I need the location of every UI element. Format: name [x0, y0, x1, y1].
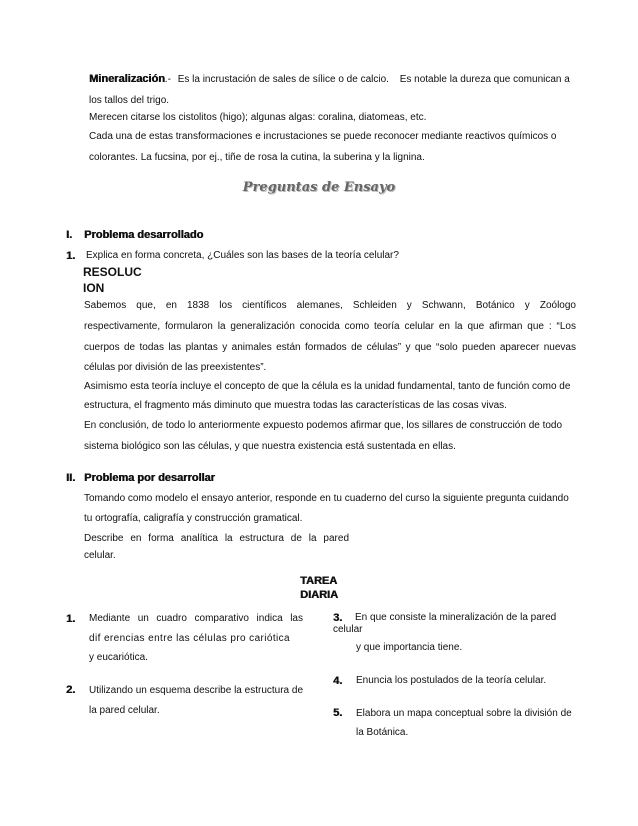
intro-line-5: colorantes. La fucsina, por ej., tiñe de rosa la cutina, la suberina y la lignina. [89, 152, 425, 163]
resolution-heading-line-1: RESOLUC [83, 265, 142, 279]
term-mineralizacion: Mineralización [89, 73, 165, 85]
essay-line-8: sistema biológico son las células, y que nuestra existencia está sustentada en ellas. [84, 441, 456, 452]
question-1-text: Explica en forma concreta, ¿Cuáles son las bases de la teoría celular? [86, 250, 399, 261]
section-i-numeral: I. [66, 229, 73, 241]
question-1-number: 1. [66, 250, 76, 262]
section-ii-title: Problema por desarrollar [84, 472, 215, 484]
essay-line-1: Sabemos que, en 1838 los científicos alemanes, Schleiden y Schwann, Botánico y Zoólogo [84, 300, 576, 311]
homework-item-5-line-1: Elabora un mapa conceptual sobre la división de [356, 708, 572, 719]
essay-line-3: cuerpos de todas las plantas y animales están formados de células” y que “solo pueden aparecer nuevas [84, 342, 576, 353]
section-ii-line-2: tu ortografía, caligrafía y construcción gramatical. [84, 513, 303, 524]
homework-item-2-line-1: Utilizando un esquema describe la estructura de [89, 685, 304, 696]
homework-item-5-line-2: la Botánica. [356, 727, 409, 738]
essay-line-4: células por división de las preexistentes”. [84, 362, 267, 373]
intro-line-3: Merecen citarse los cistolitos (higo); algunas algas: coralina, diatomeas, etc. [89, 112, 427, 123]
homework-item-1-line-2: dif erencias entre las células pro cariótica [89, 633, 291, 644]
essay-line-7: En conclusión, de todo lo anteriormente expuesto podemos afirmar que, los sillares de construcción de todo [84, 420, 563, 431]
homework-title-line-1: TAREA [300, 575, 338, 587]
homework-item-3-line-2: celular [333, 624, 363, 635]
homework-item-1-number: 1. [66, 613, 76, 625]
homework-title-line-2: DIARIA [300, 589, 338, 601]
homework-item-5-number: 5. [333, 707, 343, 719]
essay-line-2: respectivamente, formularon la generalización conocida como teoría celular en la que afirman que : “Los [84, 321, 576, 332]
intro-line-1 [89, 72, 570, 87]
homework-item-3-line-1: En que consiste la mineralización de la pared [355, 612, 557, 623]
term-suffix: .- [164, 74, 171, 85]
intro-line-1-text2: Es notable la dureza que comunican a [399, 74, 570, 85]
resolution-heading-line-2: ION [83, 281, 105, 295]
homework-item-4-line-1: Enuncia los postulados de la teoría celular. [356, 675, 547, 686]
essay-line-5: Asimismo esta teoría incluye el concepto de que la célula es la unidad fundamental, tanto de función como de [84, 381, 571, 392]
homework-item-2-line-2: la pared celular. [89, 705, 160, 716]
section-ii-line-4: celular. [84, 550, 116, 561]
homework-item-1-line-3: y eucariótica. [89, 652, 148, 663]
section-ii-line-3: Describe en forma analítica la estructura de la pared [84, 533, 349, 544]
intro-line-2: los tallos del trigo. [89, 95, 170, 106]
homework-item-1-line-1: Mediante un cuadro comparativo indica las [89, 613, 303, 624]
section-i-title: Problema desarrollado [84, 229, 204, 241]
homework-item-4-number: 4. [333, 675, 343, 687]
section-title: Preguntas de Ensayo [242, 180, 396, 195]
homework-item-3-number: 3. [333, 612, 343, 624]
intro-line-4: Cada una de estas transformaciones e incrustaciones se puede reconocer mediante reactivos químicos o [89, 131, 557, 142]
section-ii-numeral: II. [66, 472, 76, 484]
homework-item-3-line-3: y que importancia tiene. [356, 642, 463, 653]
homework-item-2-number: 2. [66, 684, 76, 696]
section-ii-line-1: Tomando como modelo el ensayo anterior, responde en tu cuaderno del curso la siguiente pregunta cuidando [84, 493, 569, 504]
intro-line-1-text: Es la incrustación de sales de sílice o de calcio. [177, 74, 389, 85]
essay-line-6: estructura, el fragmento más diminuto que muestra todas las características de las cosas vivas. [84, 400, 507, 411]
